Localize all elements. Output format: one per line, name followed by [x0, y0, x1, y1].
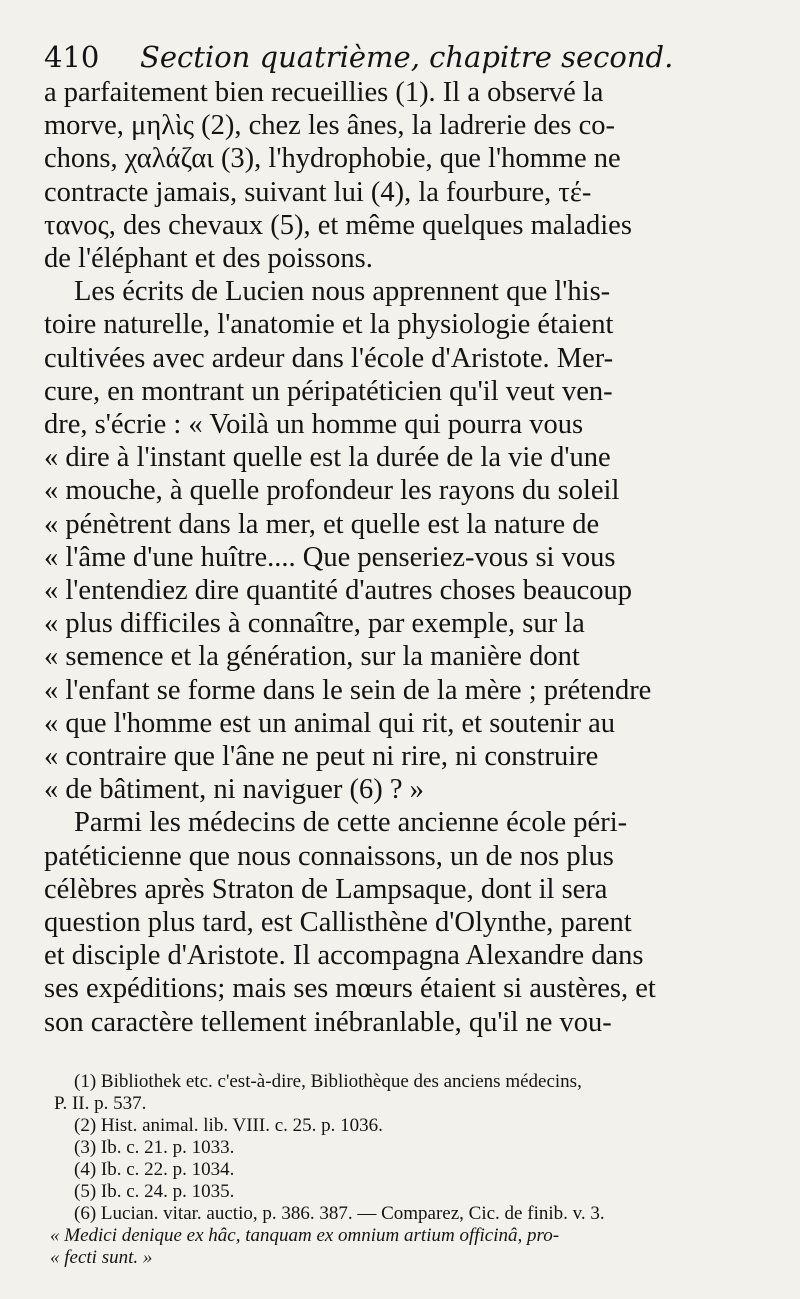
paragraph-start-line: Parmi les médecins de cette ancienne école péri-	[74, 807, 628, 839]
running-head: Section quatrième, chapitre second.	[140, 40, 674, 74]
footnote-1: (1) Bibliothek etc. c'est-à-dire, Bibliothèque des anciens médecins,	[74, 1070, 582, 1092]
body-line: ses expéditions; mais ses mœurs étaient si austères, et	[44, 973, 656, 1005]
body-line: de l'éléphant et des poissons.	[44, 243, 373, 275]
body-line: a parfaitement bien recueillies (1). Il a observé la	[44, 77, 604, 108]
footnote-6-quote-end: « fecti sunt. »	[50, 1246, 153, 1268]
body-line: cultivées avec ardeur dans l'école d'Aristote. Mer-	[44, 342, 614, 374]
footnote-4: (4) Ib. c. 22. p. 1034.	[74, 1158, 235, 1180]
quote-line: « que l'homme est un animal qui rit, et soutenir au	[44, 707, 616, 739]
quote-line: « l'entendiez dire quantité d'autres choses beaucoup	[44, 575, 632, 607]
body-line: dre, s'écrie : « Voilà un homme qui pourra vous	[44, 409, 584, 441]
quote-line: « plus difficiles à connaître, par exemple, sur la	[44, 608, 585, 640]
quote-line: « dire à l'instant quelle est la durée de la vie d'une	[44, 442, 611, 474]
footnote-6: (6) Lucian. vitar. auctio, p. 386. 387. — Comparez, Cic. de finib. v. 3.	[74, 1202, 605, 1224]
quote-line: « mouche, à quelle profondeur les rayons du soleil	[44, 475, 620, 507]
body-line: chons, χαλάζαι (3), l'hydrophobie, que l'homme ne	[44, 143, 621, 175]
footnote-3: (3) Ib. c. 21. p. 1033.	[74, 1136, 235, 1158]
body-line: cure, en montrant un péripatéticien qu'il veut ven-	[44, 375, 613, 407]
body-line: morve, μηλὶς (2), chez les ânes, la ladrerie des co-	[44, 110, 615, 142]
body-line: question plus tard, est Callisthène d'Olynthe, parent	[44, 907, 632, 939]
body-line: contracte jamais, suivant lui (4), la fourbure, τέ-	[44, 176, 592, 208]
footnote-1-continuation: P. II. p. 537.	[54, 1092, 147, 1114]
footnotes	[44, 1071, 766, 1269]
quote-line: « semence et la génération, sur la manière dont	[44, 641, 580, 673]
body-line: et disciple d'Aristote. Il accompagna Alexandre dans	[44, 940, 644, 972]
footnote-2: (2) Hist. animal. lib. VIII. c. 25. p. 1036.	[74, 1114, 383, 1136]
body-line: toire naturelle, l'anatomie et la physiologie étaient	[44, 309, 614, 341]
paragraph-start-line: Les écrits de Lucien nous apprennent que l'his-	[74, 276, 611, 308]
footnote-6-quote: « Medici denique ex hâc, tanquam ex omnium artium officinâ, pro-	[50, 1224, 560, 1246]
body-text	[44, 76, 766, 1039]
body-line: patéticienne que nous connaissons, un de nos plus	[44, 840, 614, 872]
body-line: τανος, des chevaux (5), et même quelques maladies	[44, 209, 632, 241]
body-line: célèbres après Straton de Lampsaque, dont il sera	[44, 873, 608, 905]
footnote-5: (5) Ib. c. 24. p. 1035.	[74, 1180, 235, 1202]
quote-line: « l'âme d'une huître.... Que penseriez-vous si vous	[44, 541, 616, 573]
quote-line: « l'enfant se forme dans le sein de la mère ; prétendre	[44, 674, 652, 706]
page-header	[44, 40, 766, 74]
body-line: son caractère tellement inébranlable, qu'il ne vou-	[44, 1006, 612, 1038]
quote-line: « de bâtiment, ni naviguer (6) ? »	[44, 774, 424, 806]
quote-line: « contraire que l'âne ne peut ni rire, ni construire	[44, 741, 599, 773]
quote-line: « pénètrent dans la mer, et quelle est la nature de	[44, 508, 600, 540]
page-number: 410	[44, 40, 100, 74]
